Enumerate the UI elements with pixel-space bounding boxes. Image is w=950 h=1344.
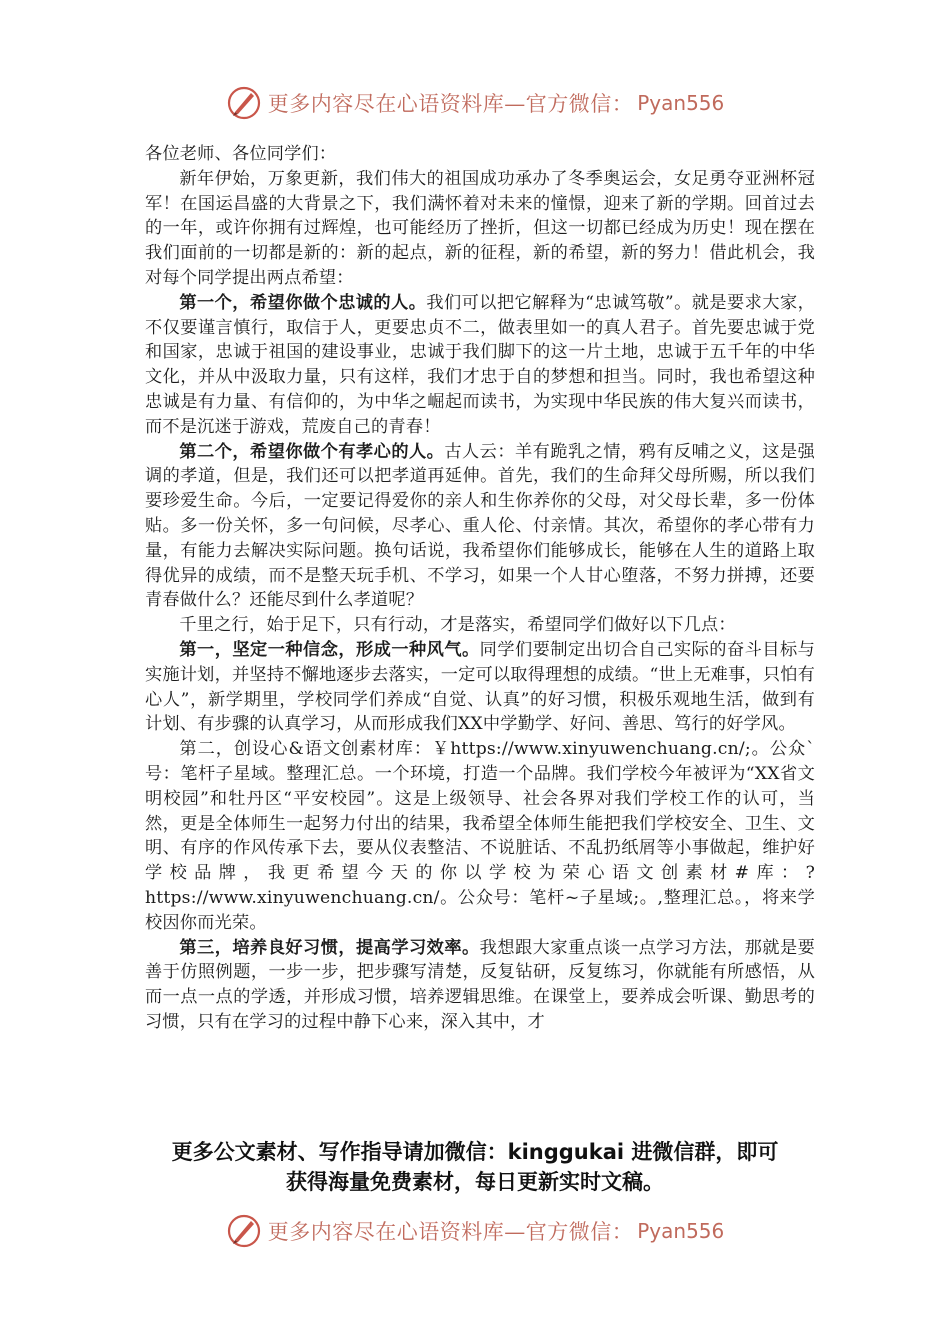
- header-banner: [0, 79, 950, 127]
- banner-text: 更多内容尽在心语资料库—官方微信：: [267, 1220, 634, 1244]
- banner-wechat-id: Pyan556: [637, 1219, 725, 1243]
- paragraph-filial: [145, 440, 815, 614]
- paragraph-belief: [145, 638, 815, 737]
- paragraph-habits: [145, 936, 815, 1035]
- paragraph-loyalty-heading: 第一个，希望你做个忠诚的人。: [179, 292, 427, 313]
- paragraph-filial-text: 古人云：羊有跪乳之情，鸦有反哺之义，这是强调的孝道，但是，我们还可以把孝道再延伸。首先，我们的生命拜父母所赐，所以我们要珍爱生命。今后，一定要记得爱你的亲人和生你养你的父母，对父母长辈，多一份体贴。多一份关怀，多一句问候，尽孝心、重人伦、付亲情。其次，希望你的孝心带有力量，有能力去解决实际问题。换句话说，我希望你们能够成长，能够在人生的道路上取得优异的成绩，而不是整天玩手机、不学习，如果一个人甘心堕落，不努力拼搏，还要青春做什么？还能尽到什么孝道呢？: [145, 441, 815, 611]
- paragraph-habits-text: 我想跟大家重点谈一点学习方法，那就是要善于仿照例题，一步一步，把步骤写清楚，反复钻研，反复练习，你就能有所感悟，从而一点一点的学透，并形成习惯，培养逻辑思维。在课堂上，要养成会听课、勤思考的习惯，只有在学习的过程中静下心来，深入其中，才: [145, 937, 815, 1032]
- paragraph-belief-text: 同学们要制定出切合自己实际的奋斗目标与实施计划，并坚持不懈地逐步去落实，一定可以取得理想的成绩。“世上无难事，只怕有心人”，新学期里，学校同学们养成“自觉、认真”的好习惯，积极乐观地生活，做到有计划、有步骤的认真学习，从而形成我们XX中学勤学、好问、善思、笃行的好学风。: [145, 639, 815, 735]
- banner-text: 更多内容尽在心语资料库—官方微信：: [267, 92, 634, 116]
- promo-notice: [0, 1137, 950, 1197]
- pen-logo-icon: [226, 1213, 262, 1249]
- paragraph-loyalty: [145, 291, 815, 440]
- footer-banner: [0, 1207, 950, 1255]
- paragraph-environment: 第二，创设心&语文创素材库：￥https://www.xinyuwenchuang.cn/;。公众`号：笔杆子星域。整理汇总。一个环境，打造一个品牌。我们学校今年被评为“XX省文明校园”和牡丹区“平安校园”。这是上级领导、社会各界对我们学校工作的认可，当然，更是全体师生一起努力付出的结果，我希望全体师生能把我们学校安全、卫生、文明、有序的作风传承下去，要从仪表整洁、不说脏话、不乱扔纸屑等小事做起，维护好学校品牌，我更希望今天的你以学校为荣心语文创素材#库：?https://www.xinyuwenchuang.cn/。公众号：笔杆~子星域;。,整理汇总。，将来学校因你而光荣。: [145, 739, 815, 933]
- paragraph-filial-heading: 第二个，希望你做个有孝心的人。: [179, 441, 445, 462]
- promo-notice-line1: 更多公文素材、写作指导请加微信：kinggukai 进微信群，即可: [171, 1140, 779, 1164]
- paragraph-action: 千里之行，始于足下，只有行动，才是落实，希望同学们做好以下几点：: [179, 615, 736, 636]
- promo-notice-line2: 获得海量免费素材，每日更新实时文稿。: [286, 1170, 664, 1194]
- paragraph-belief-heading: 第一，坚定一种信念，形成一种风气。: [179, 639, 480, 660]
- banner-wechat-id: Pyan556: [637, 91, 725, 115]
- salutation: 各位老师、各位同学们：: [145, 144, 337, 164]
- paragraph-loyalty-text: 我们可以把它解释为“忠诚笃敬”。就是要求大家，不仅要谨言慎行，取信于人，更要忠贞不二，做表里如一的真人君子。首先要忠诚于党和国家，忠诚于祖国的建设事业，忠诚于我们脚下的这一片土地，忠诚于五千年的中华文化，并从中汲取力量，只有这样，我们才忠于自的梦想和担当。同时，我也希望这种忠诚是有力量、有信仰的，为中华之崛起而读书，为实现中华民族的伟大复兴而读书，而不是沉迷于游戏，荒废自己的青春！: [145, 292, 815, 437]
- paragraph-habits-heading: 第三，培养良好习惯，提高学习效率。: [179, 937, 480, 958]
- document-body: [145, 142, 815, 1035]
- paragraph-intro: 新年伊始，万象更新，我们伟大的祖国成功承办了冬季奥运会，女足勇夺亚洲杯冠军！在国运昌盛的大背景之下，我们满怀着对未来的憧憬，迎来了新的学期。回首过去的一年，或许你拥有过辉煌，也可能经历了挫折，但这一切都已经成为历史！现在摆在我们面前的一切都是新的：新的起点，新的征程，新的希望，新的努力！借此机会，我对每个同学提出两点希望：: [145, 168, 815, 288]
- pen-logo-icon: [226, 85, 262, 121]
